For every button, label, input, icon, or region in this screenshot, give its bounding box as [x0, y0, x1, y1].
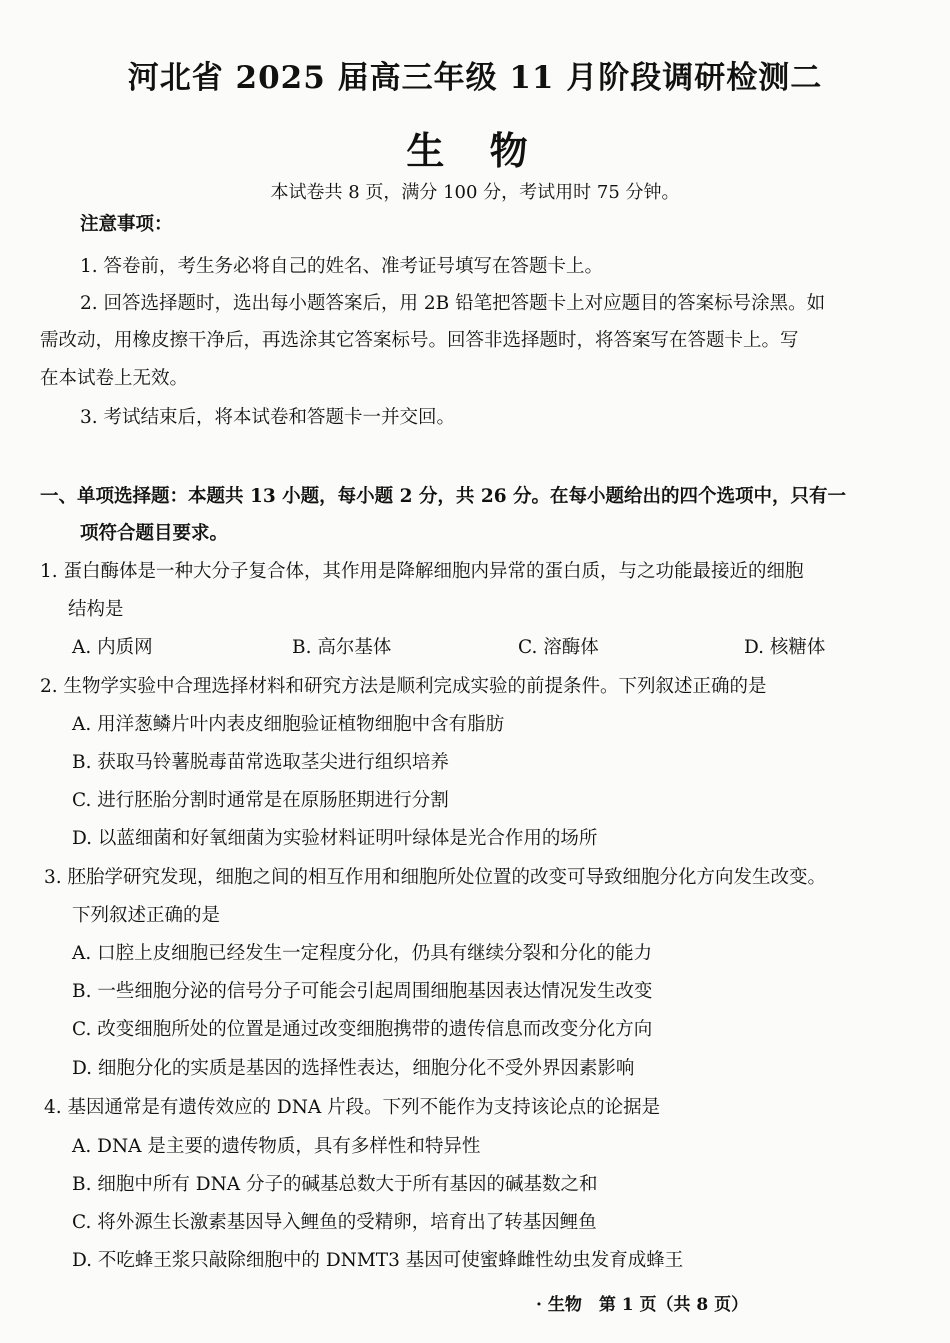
q2-option-a: A. 用洋葱鳞片叶内表皮细胞验证植物细胞中含有脂肪	[72, 714, 505, 735]
note-item-3: 3. 考试结束后，将本试卷和答题卡一并交回。	[80, 407, 456, 428]
q1-option-b: B. 高尔基体	[292, 637, 392, 658]
q3-stem-line-2: 下列叙述正确的是	[72, 905, 221, 926]
exam-info: 本试卷共 8 页，满分 100 分，考试用时 75 分钟。	[270, 182, 680, 203]
note-item-2-line-1: 2. 回答选择题时，选出每小题答案后，用 2B 铅笔把答题卡上对应题目的答案标号涂黑。如	[80, 293, 826, 314]
page-footer: · 生物 第 1 页（共 8 页）	[536, 1295, 749, 1315]
section-1-heading-line-1: 一、单项选择题：本题共 13 小题，每小题 2 分，共 26 分。在每小题给出的四个选项中，只有一	[40, 486, 847, 507]
q3-option-b: B. 一些细胞分泌的信号分子可能会引起周围细胞基因表达情况发生改变	[72, 981, 653, 1002]
q2-option-b: B. 获取马铃薯脱毒苗常选取茎尖进行组织培养	[72, 752, 449, 773]
q3-option-d: D. 细胞分化的实质是基因的选择性表达，细胞分化不受外界因素影响	[72, 1058, 635, 1079]
exam-title: 河北省 2025 届高三年级 11 月阶段调研检测二	[127, 60, 823, 96]
q4-option-b: B. 细胞中所有 DNA 分子的碱基总数大于所有基因的碱基数之和	[72, 1174, 598, 1195]
q1-option-d: D. 核糖体	[744, 637, 826, 658]
q3-stem-line-1: 3. 胚胎学研究发现，细胞之间的相互作用和细胞所处位置的改变可导致细胞分化方向发生改变。	[44, 867, 827, 888]
q2-option-d: D. 以蓝细菌和好氧细菌为实验材料证明叶绿体是光合作用的场所	[72, 828, 598, 849]
subject-title: 生 物	[406, 128, 544, 173]
q4-option-d: D. 不吃蜂王浆只敲除细胞中的 DNMT3 基因可使蜜蜂雌性幼虫发育成蜂王	[72, 1250, 684, 1271]
q2-stem: 2. 生物学实验中合理选择材料和研究方法是顺利完成实验的前提条件。下列叙述正确的是	[40, 676, 767, 697]
notes-heading: 注意事项：	[80, 214, 173, 235]
q3-option-a: A. 口腔上皮细胞已经发生一定程度分化，仍具有继续分裂和分化的能力	[72, 943, 653, 964]
q4-stem: 4. 基因通常是有遗传效应的 DNA 片段。下列不能作为支持该论点的论据是	[44, 1097, 661, 1118]
note-item-2-line-3: 在本试卷上无效。	[40, 368, 189, 389]
note-item-1: 1. 答卷前，考生务必将自己的姓名、准考证号填写在答题卡上。	[80, 256, 604, 277]
q1-stem-line-1: 1. 蛋白酶体是一种大分子复合体，其作用是降解细胞内异常的蛋白质，与之功能最接近的细胞	[40, 561, 804, 582]
q2-option-c: C. 进行胚胎分割时通常是在原肠胚期进行分割	[72, 790, 449, 811]
q3-option-c: C. 改变细胞所处的位置是通过改变细胞携带的遗传信息而改变分化方向	[72, 1019, 653, 1040]
q1-option-a: A. 内质网	[72, 637, 153, 658]
q1-option-c: C. 溶酶体	[518, 637, 599, 658]
q1-stem-line-2: 结构是	[68, 599, 124, 620]
q4-option-c: C. 将外源生长激素基因导入鲤鱼的受精卵，培育出了转基因鲤鱼	[72, 1212, 597, 1233]
note-item-2-line-2: 需改动，用橡皮擦干净后，再选涂其它答案标号。回答非选择题时，将答案写在答题卡上。写	[40, 330, 799, 351]
section-1-heading-line-2: 项符合题目要求。	[80, 523, 229, 544]
q4-option-a: A. DNA 是主要的遗传物质，具有多样性和特异性	[72, 1136, 481, 1157]
